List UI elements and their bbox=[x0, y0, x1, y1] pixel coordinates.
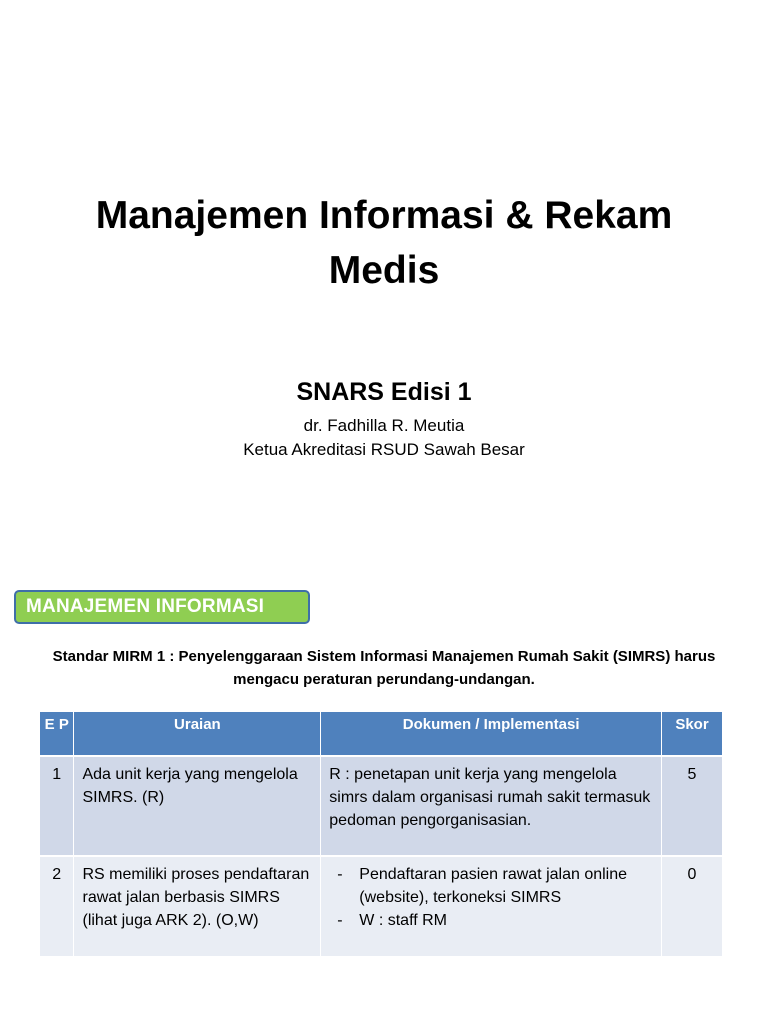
table-row bbox=[40, 856, 723, 956]
row-uraian: Ada unit kerja yang mengelola SIMRS. (R) bbox=[74, 756, 321, 856]
header-dokumen: Dokumen / Implementasi bbox=[321, 712, 662, 756]
row-ep: 2 bbox=[40, 856, 74, 956]
slide-title: Manajemen Informasi & Rekam Medis bbox=[95, 194, 673, 292]
header-uraian: Uraian bbox=[74, 712, 321, 756]
row-ep: 1 bbox=[40, 756, 74, 856]
header-ep: E P bbox=[40, 712, 74, 756]
dokumen-list bbox=[329, 863, 653, 932]
row-skor: 0 bbox=[662, 856, 723, 956]
table-header-row bbox=[40, 712, 723, 756]
header-skor: Skor bbox=[662, 712, 723, 756]
section-badge: MANAJEMEN INFORMASI bbox=[14, 590, 310, 624]
row-dokumen: R : penetapan unit kerja yang mengelola simrs dalam organisasi rumah sakit termasuk pedoman pengorganisasian. bbox=[321, 756, 662, 856]
slide-subtitle: SNARS Edisi 1 bbox=[296, 378, 472, 406]
dokumen-list-item: - Pendaftaran pasien rawat jalan online (website), terkoneksi SIMRS bbox=[329, 863, 653, 909]
author-name: dr. Fadhilla R. Meutia bbox=[303, 416, 465, 435]
row-dokumen bbox=[321, 856, 662, 956]
assessment-table bbox=[40, 712, 723, 956]
dokumen-list-item: - W : staff RM bbox=[329, 909, 653, 932]
row-skor: 5 bbox=[662, 756, 723, 856]
table-row bbox=[40, 756, 723, 856]
standard-statement: Standar MIRM 1 : Penyelenggaraan Sistem Informasi Manajemen Rumah Sakit (SIMRS) harus mengacu peraturan perundang-undangan. bbox=[52, 648, 716, 688]
author-role: Ketua Akreditasi RSUD Sawah Besar bbox=[243, 440, 525, 459]
row-uraian: RS memiliki proses pendaftaran rawat jalan berbasis SIMRS (lihat juga ARK 2). (O,W) bbox=[74, 856, 321, 956]
